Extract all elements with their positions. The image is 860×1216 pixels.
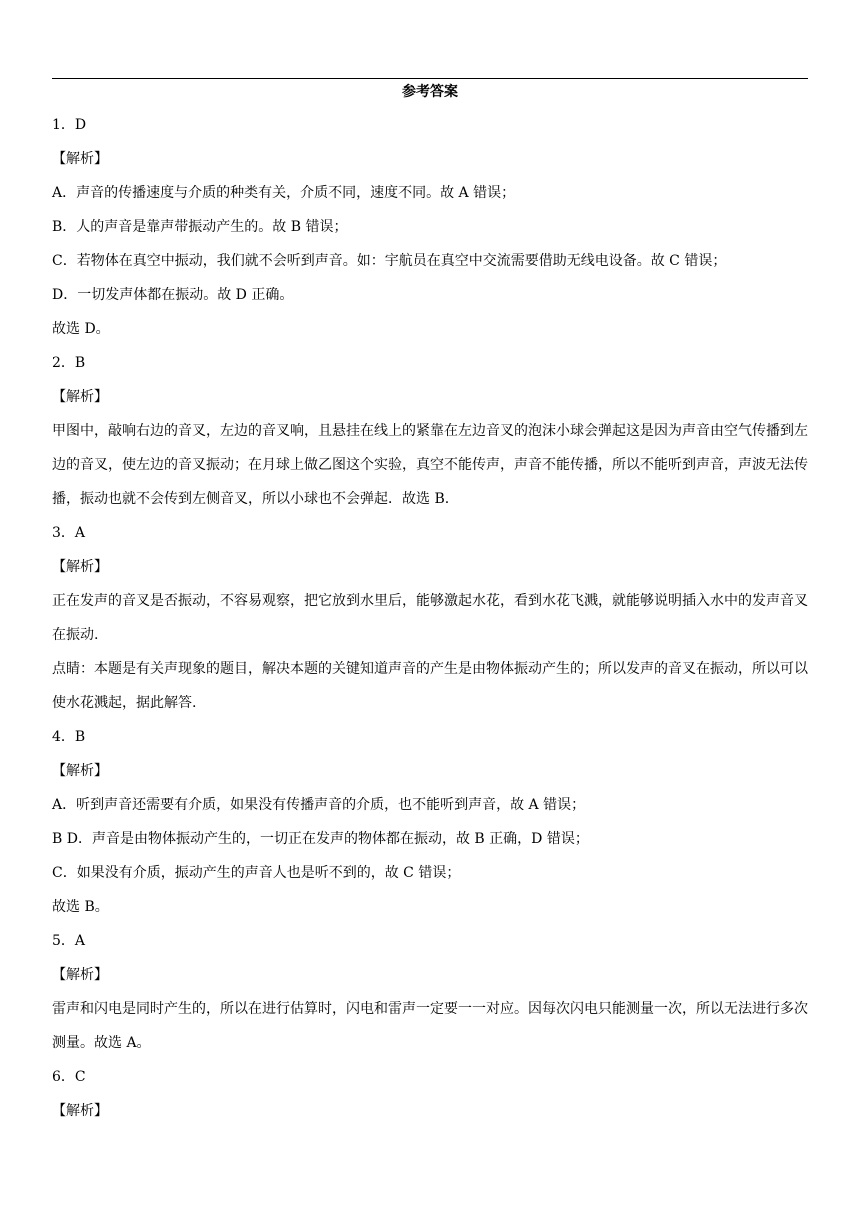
analysis-line: A．声音的传播速度与介质的种类有关，介质不同，速度不同。故 A 错误； <box>52 185 516 201</box>
analysis-heading: 【解析】 <box>52 559 108 575</box>
analysis-line: D．一切发声体都在振动。故 D 正确。 <box>52 287 294 303</box>
answer-line: 3．A <box>52 525 86 541</box>
analysis-heading: 【解析】 <box>52 389 108 405</box>
header-rule <box>52 78 808 79</box>
page-title: 参考答案 <box>402 84 458 100</box>
answer-line: 1．D <box>52 117 87 133</box>
question-6 <box>52 1060 808 1128</box>
answer-line: 6．C <box>52 1069 86 1085</box>
answer-line: 2．B <box>52 355 86 371</box>
question-5 <box>52 924 808 1060</box>
analysis-line: 故选 D。 <box>52 321 110 337</box>
question-3 <box>52 516 808 720</box>
analysis-paragraph: 甲图中，敲响右边的音叉，左边的音叉响，且悬挂在线上的紧靠在左边音叉的泡沫小球会弹起这是因为声音由空气传播到左边的音叉，使左边的音叉振动；在月球上做乙图这个实验，真空不能传声，声音不能传播，所以不能听到声音，声波无法传播，振动也就不会传到左侧音叉，所以小球也不会弹起．故选 B. <box>52 423 808 507</box>
question-1 <box>52 108 808 346</box>
answer-line: 5．A <box>52 933 86 949</box>
analysis-line: 故选 B。 <box>52 899 109 915</box>
analysis-heading: 【解析】 <box>52 1103 108 1119</box>
analysis-line: C．如果没有介质，振动产生的声音人也是听不到的，故 C 错误； <box>52 865 461 881</box>
analysis-line: B D．声音是由物体振动产生的，一切正在发声的物体都在振动，故 B 正确，D 错误； <box>52 831 589 847</box>
question-2 <box>52 346 808 516</box>
analysis-heading: 【解析】 <box>52 151 108 167</box>
answer-line: 4．B <box>52 729 86 745</box>
analysis-line: A．听到声音还需要有介质，如果没有传播声音的介质，也不能听到声音，故 A 错误； <box>52 797 586 813</box>
analysis-line: C．若物体在真空中振动，我们就不会听到声音。如：宇航员在真空中交流需要借助无线电设备。故 C 错误； <box>52 253 727 269</box>
analysis-heading: 【解析】 <box>52 763 108 779</box>
analysis-paragraph: 正在发声的音叉是否振动，不容易观察，把它放到水里后，能够激起水花，看到水花飞溅，就能够说明插入水中的发声音叉在振动. <box>52 593 808 643</box>
analysis-line: B．人的声音是靠声带振动产生的。故 B 错误； <box>52 219 348 235</box>
question-4 <box>52 720 808 924</box>
analysis-paragraph: 雷声和闪电是同时产生的，所以在进行估算时，闪电和雷声一定要一一对应。因每次闪电只能测量一次，所以无法进行多次测量。故选 A。 <box>52 1001 808 1051</box>
analysis-heading: 【解析】 <box>52 967 108 983</box>
answer-content <box>52 108 808 1128</box>
comment-paragraph: 点睛：本题是有关声现象的题目，解决本题的关键知道声音的产生是由物体振动产生的；所以发声的音叉在振动，所以可以使水花溅起，据此解答. <box>52 661 808 711</box>
